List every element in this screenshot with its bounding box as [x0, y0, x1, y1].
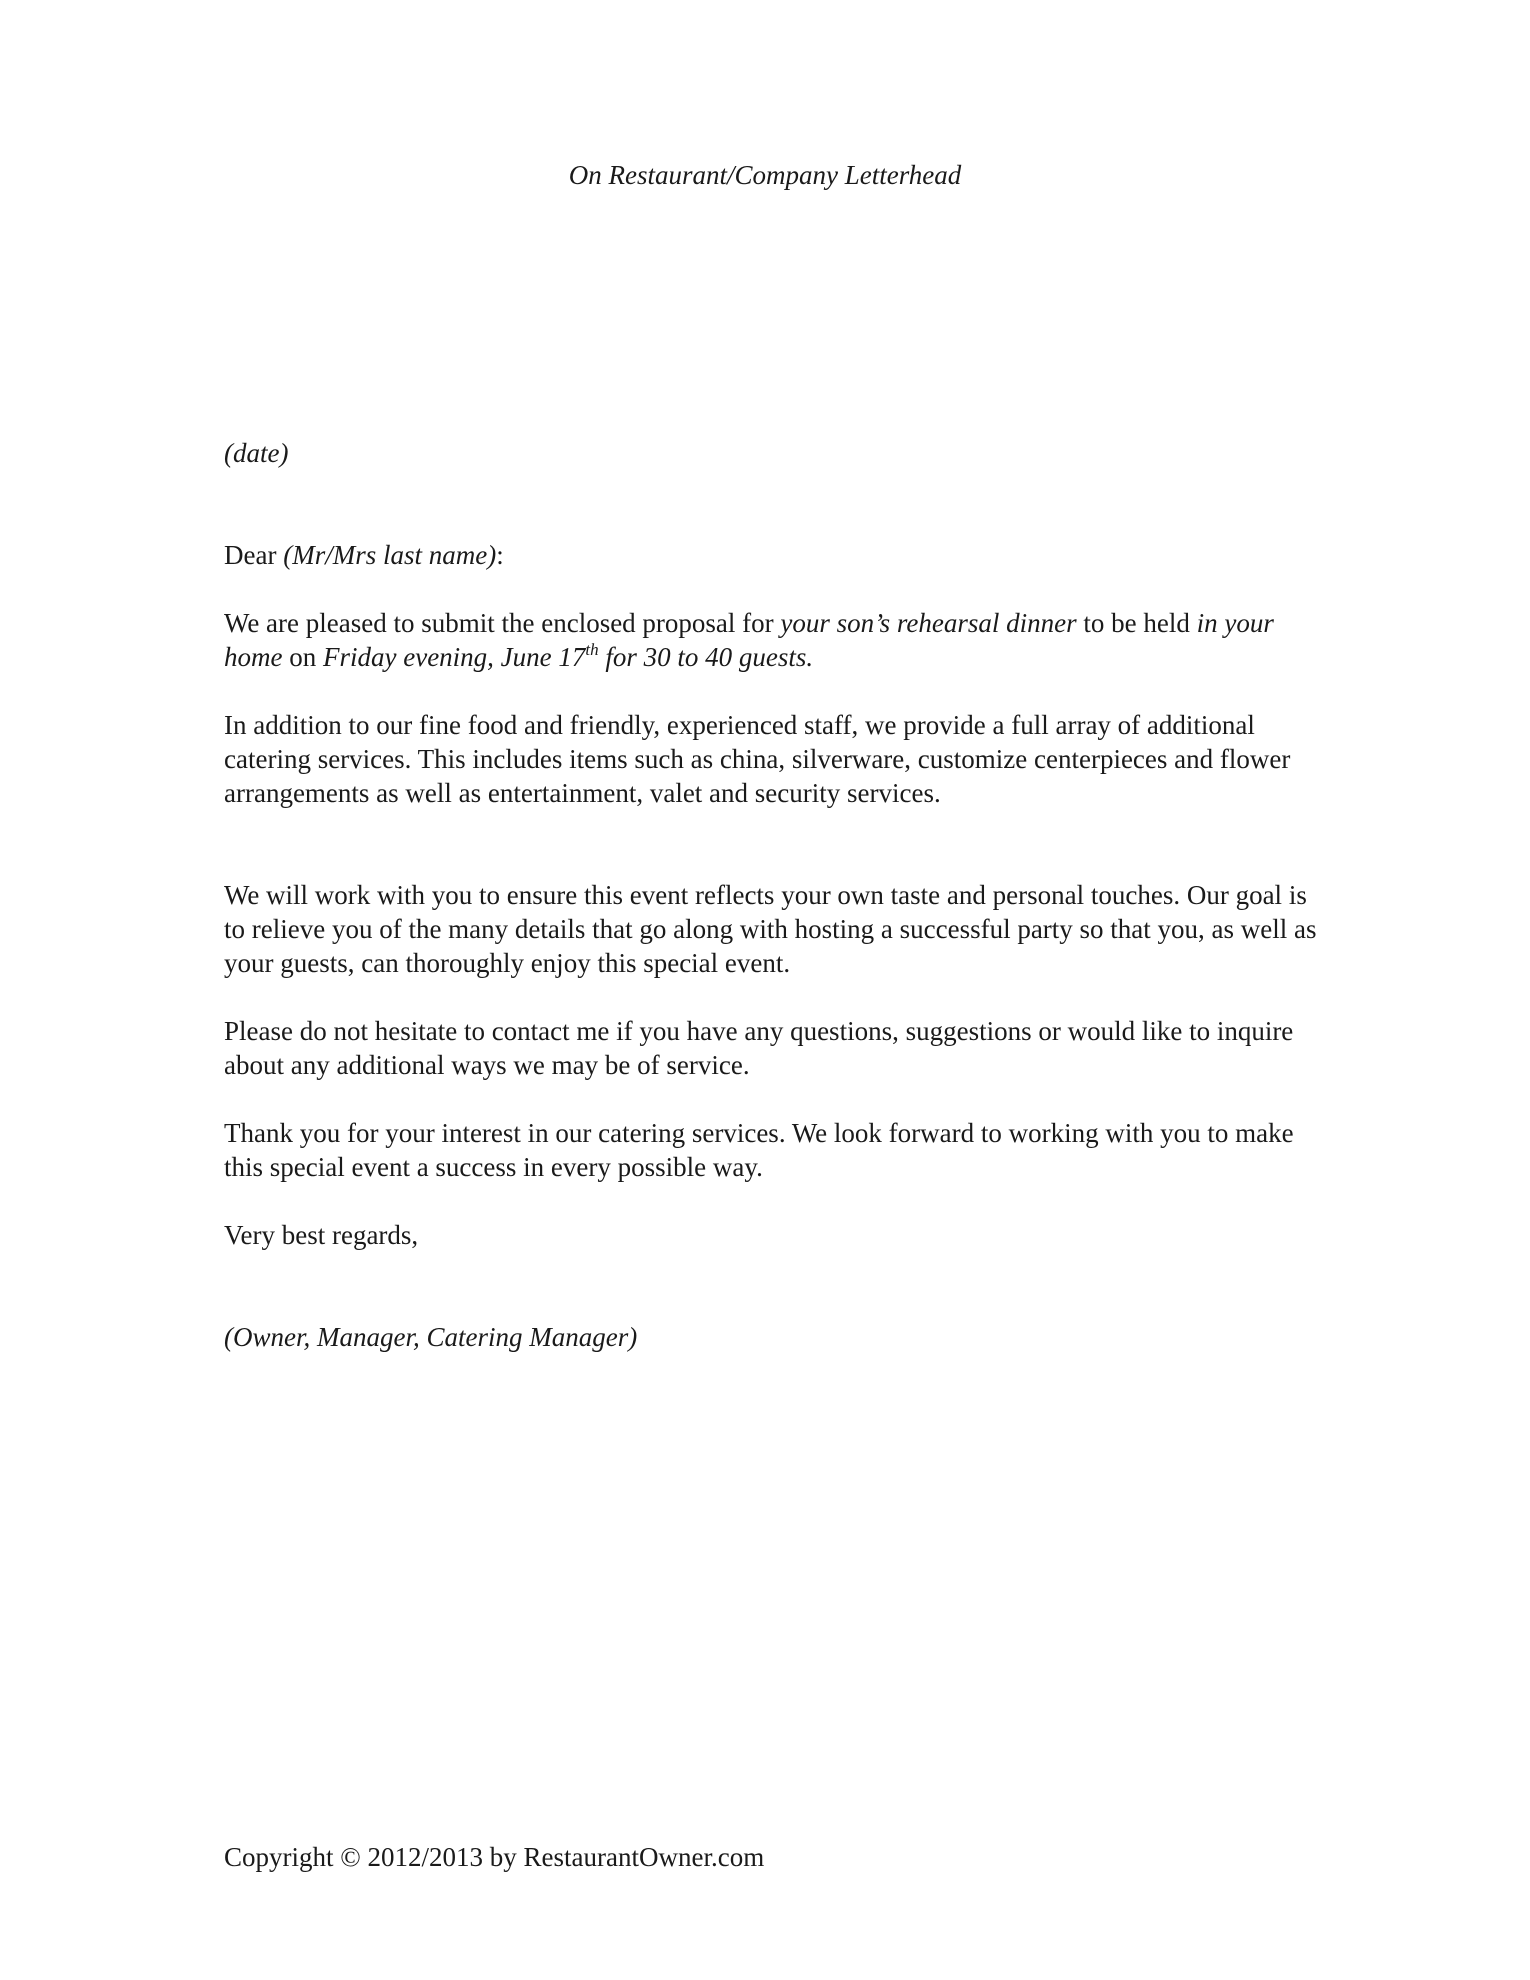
- paragraph-work-with-you: We will work with you to ensure this event reflects your own taste and personal touches. Our goal is to relieve you of the many details that go along with hosting a successful party so that you, as well as your guests, can thoroughly enjoy this special event.: [224, 880, 1317, 978]
- paragraph-contact: Please do not hesitate to contact me if you have any questions, suggestions or would like to inquire about any additional ways we may be of service.: [224, 1016, 1294, 1080]
- paragraph-services: In addition to our fine food and friendly, experienced staff, we provide a full array of additional catering services. This includes items such as china, silverware, customize centerpieces and flower arrangements as well as entertainment, valet and security services.: [224, 710, 1291, 808]
- copyright-footer: Copyright © 2012/2013 by RestaurantOwner.com: [224, 1842, 765, 1872]
- date-placeholder: (date): [224, 438, 289, 468]
- paragraph-thank-you: Thank you for your interest in our catering services. We look forward to working with you to make this special event a success in every possible way.: [224, 1118, 1294, 1182]
- event-date: Friday evening, June 17: [322, 642, 586, 672]
- paragraph-proposal: [224, 606, 1324, 674]
- event-guests: for 30 to 40 guests: [598, 642, 807, 672]
- proposal-text-1: We are pleased to submit the enclosed proposal for: [224, 608, 781, 638]
- salutation-name: (Mr/Mrs last name): [283, 540, 497, 570]
- proposal-text-2: to be held: [1076, 608, 1197, 638]
- letterhead-placeholder: On Restaurant/Company Letterhead: [568, 160, 962, 190]
- event-location: in your home: [224, 608, 1274, 672]
- salutation-suffix: :: [496, 540, 504, 570]
- salutation-prefix: Dear: [224, 540, 284, 570]
- closing: Very best regards,: [224, 1220, 419, 1250]
- signature-placeholder: (Owner, Manager, Catering Manager): [224, 1322, 638, 1352]
- proposal-text-3: on: [282, 642, 323, 672]
- salutation: [224, 538, 1324, 572]
- event-date-suffix: th: [585, 640, 599, 659]
- proposal-end: .: [806, 642, 814, 672]
- event-name: your son’s rehearsal dinner: [780, 608, 1077, 638]
